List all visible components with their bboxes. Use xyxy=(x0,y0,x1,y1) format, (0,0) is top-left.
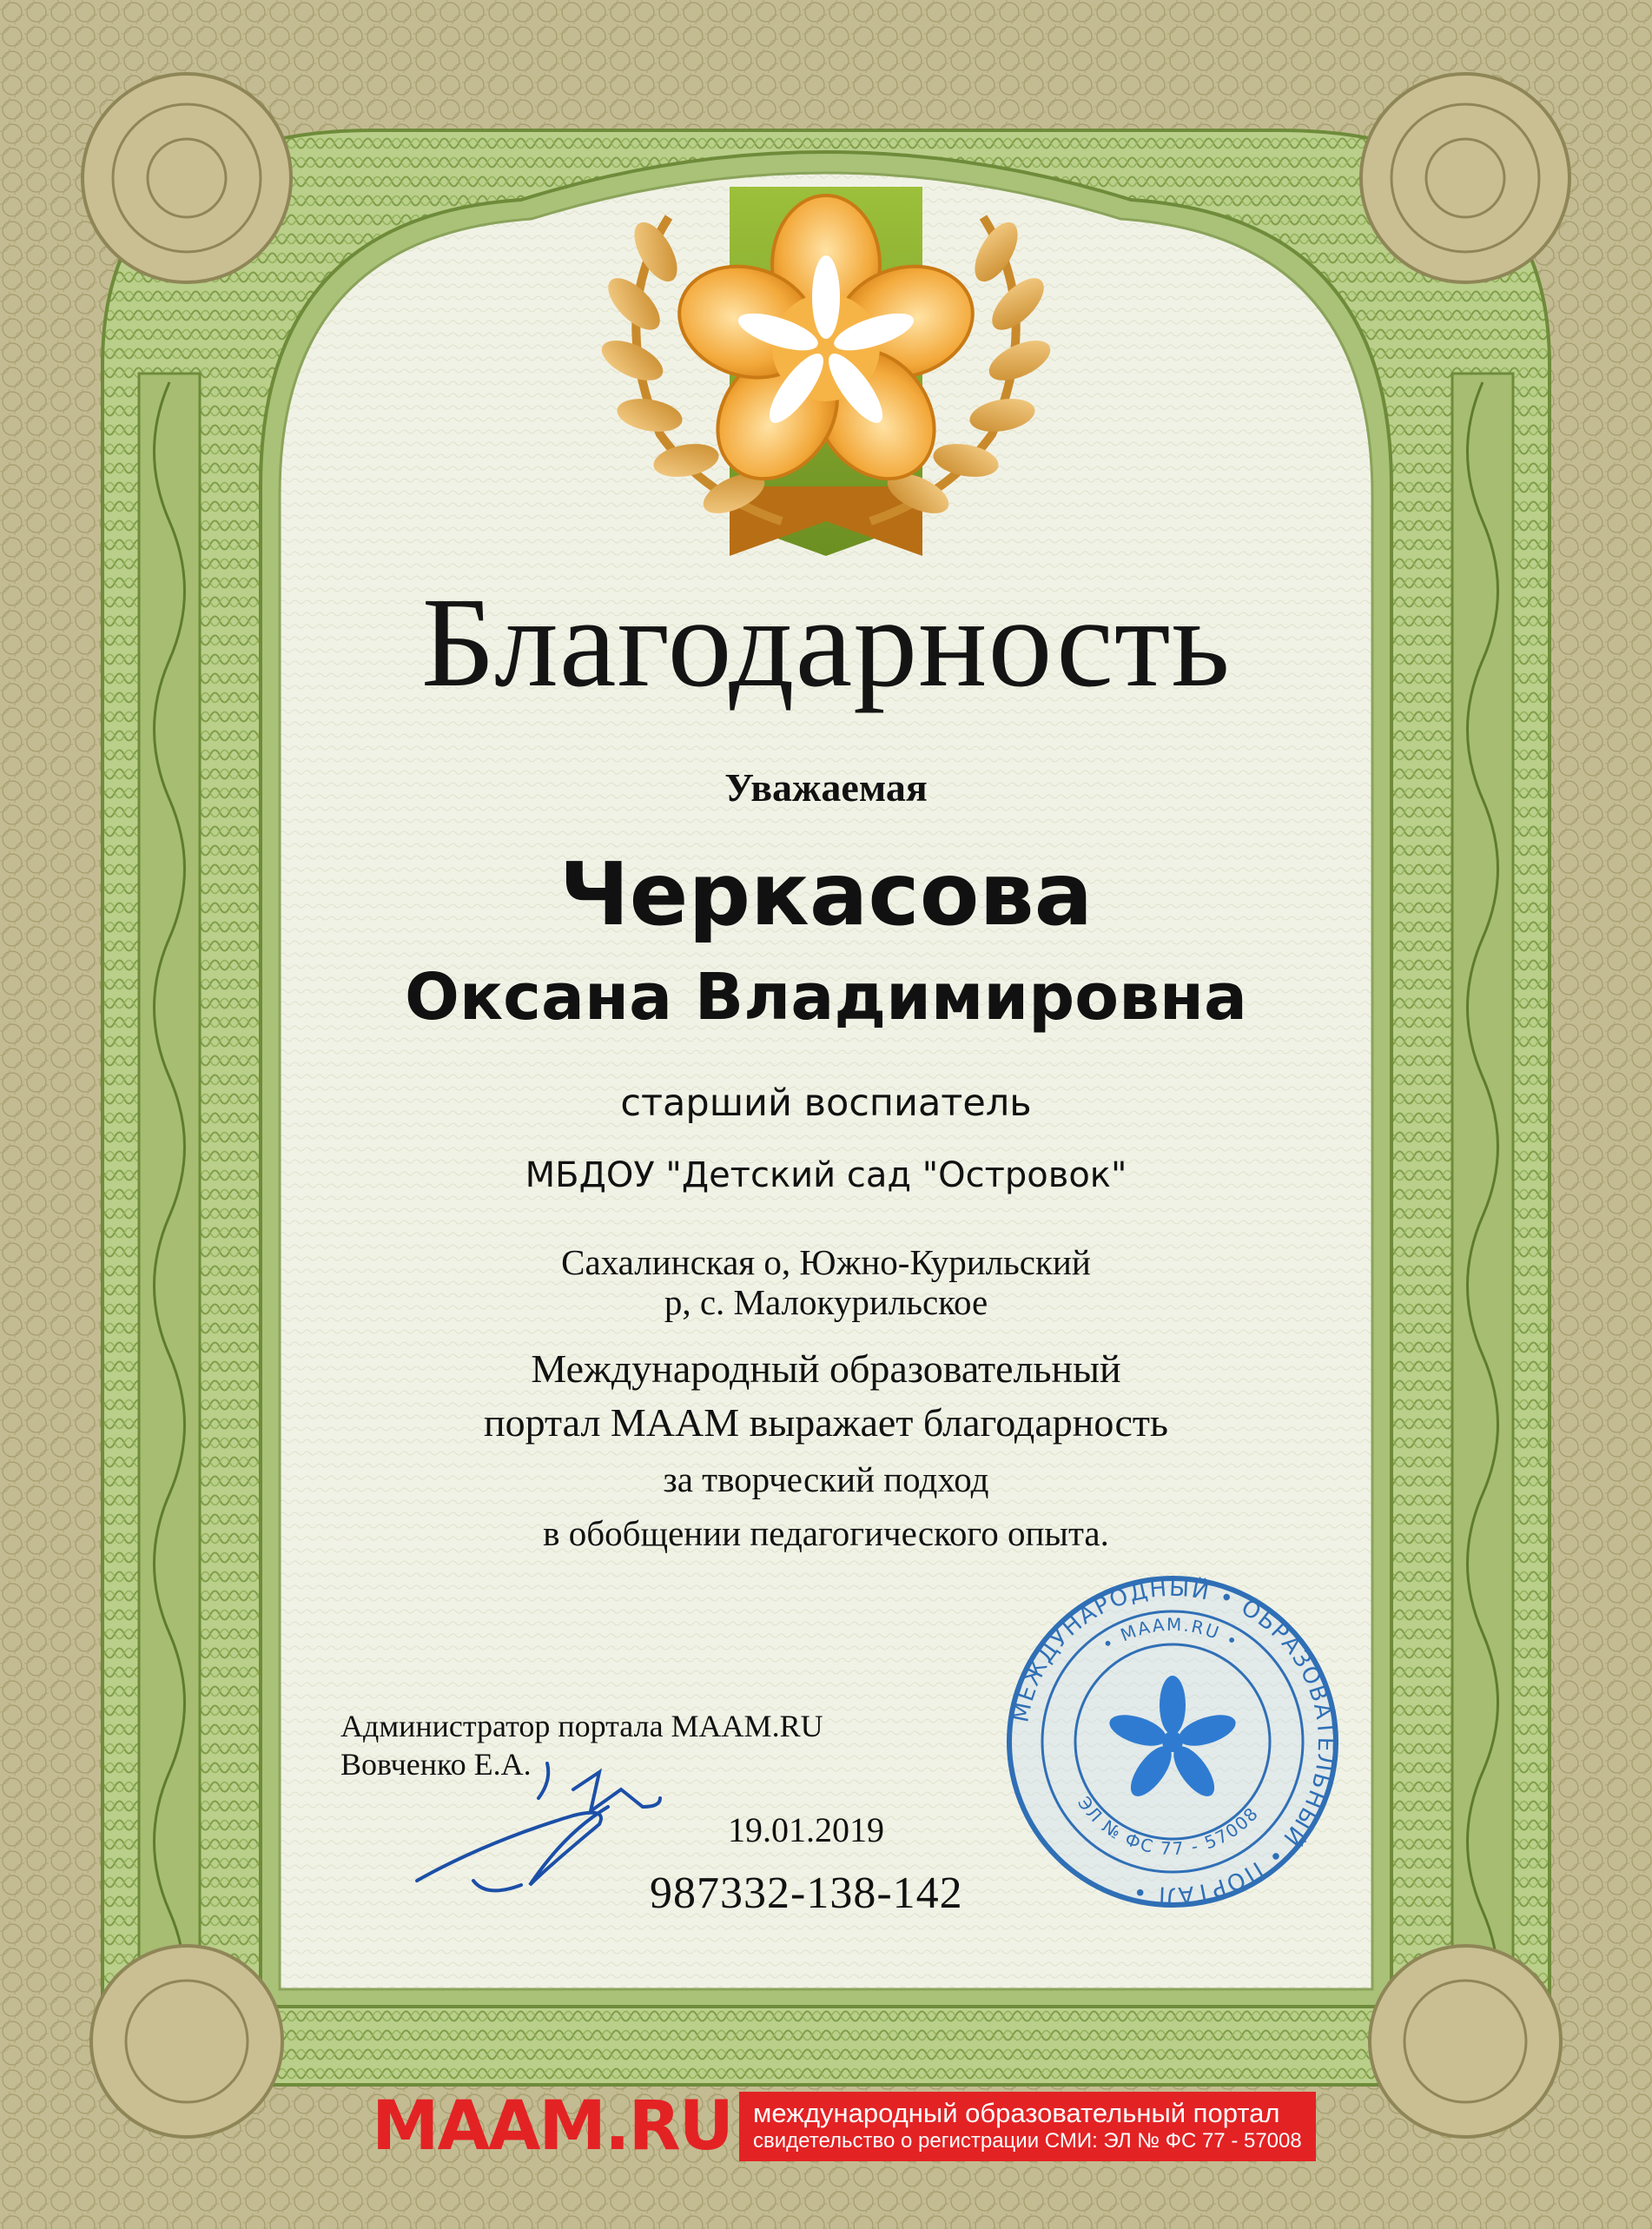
registration-number: 987332-138-142 xyxy=(650,1869,963,1918)
logo-suffix: .RU xyxy=(604,2087,733,2166)
logo-main: MAAM xyxy=(372,2087,605,2166)
location-line-1: Сахалинская о, Южно-Курильский xyxy=(561,1242,1091,1282)
stamp-inner-top-text: • MAAM.RU • xyxy=(1098,1613,1243,1656)
recipient-surname: Черкасова xyxy=(558,843,1094,945)
round-stamp-icon xyxy=(1008,1575,1338,1908)
gratitude-message xyxy=(0,1342,1652,1450)
recipient-location xyxy=(0,1242,1652,1322)
message-line-2: портал МААМ выражает благодарность xyxy=(483,1400,1169,1445)
stamp-inner-bottom-text: ЭЛ № ФС 77 - 57008 xyxy=(1073,1792,1264,1860)
reason-line-1: за творческий подход xyxy=(663,1459,989,1499)
stamp-outer-text: МЕЖДУНАРОДНЫЙ • ОБРАЗОВАТЕЛЬНЫЙ • ПОРТАЛ • xyxy=(1008,1575,1339,1908)
administrator-block xyxy=(340,1707,823,1783)
footer-line-1: международный образовательный портал xyxy=(753,2098,1280,2128)
location-line-2: р, с. Малокурильское xyxy=(664,1282,988,1322)
footer-brand xyxy=(372,2087,1316,2166)
gratitude-reason xyxy=(0,1452,1652,1560)
issue-date: 19.01.2019 xyxy=(728,1810,884,1849)
recipient-given-names: Оксана Владимировна xyxy=(405,960,1247,1035)
footer-line-2: свидетельство о регистрации СМИ: ЭЛ № ФС 77 - 57008 xyxy=(753,2129,1302,2153)
reason-line-2: в обобщении педагогического опыта. xyxy=(543,1513,1109,1553)
admin-title: Администратор портала MAAM.RU xyxy=(340,1709,823,1743)
recipient-organization: МБДОУ "Детский сад "Островок" xyxy=(525,1155,1127,1195)
maam-logo xyxy=(372,2087,739,2166)
salutation: Уважаемая xyxy=(724,765,928,810)
message-line-1: Международный образовательный xyxy=(531,1346,1121,1391)
certificate-title: Благодарность xyxy=(420,572,1232,714)
footer-info-bar xyxy=(739,2092,1316,2161)
recipient-position: старший воспиатель xyxy=(620,1081,1032,1125)
admin-name: Вовченко Е.А. xyxy=(340,1747,532,1782)
